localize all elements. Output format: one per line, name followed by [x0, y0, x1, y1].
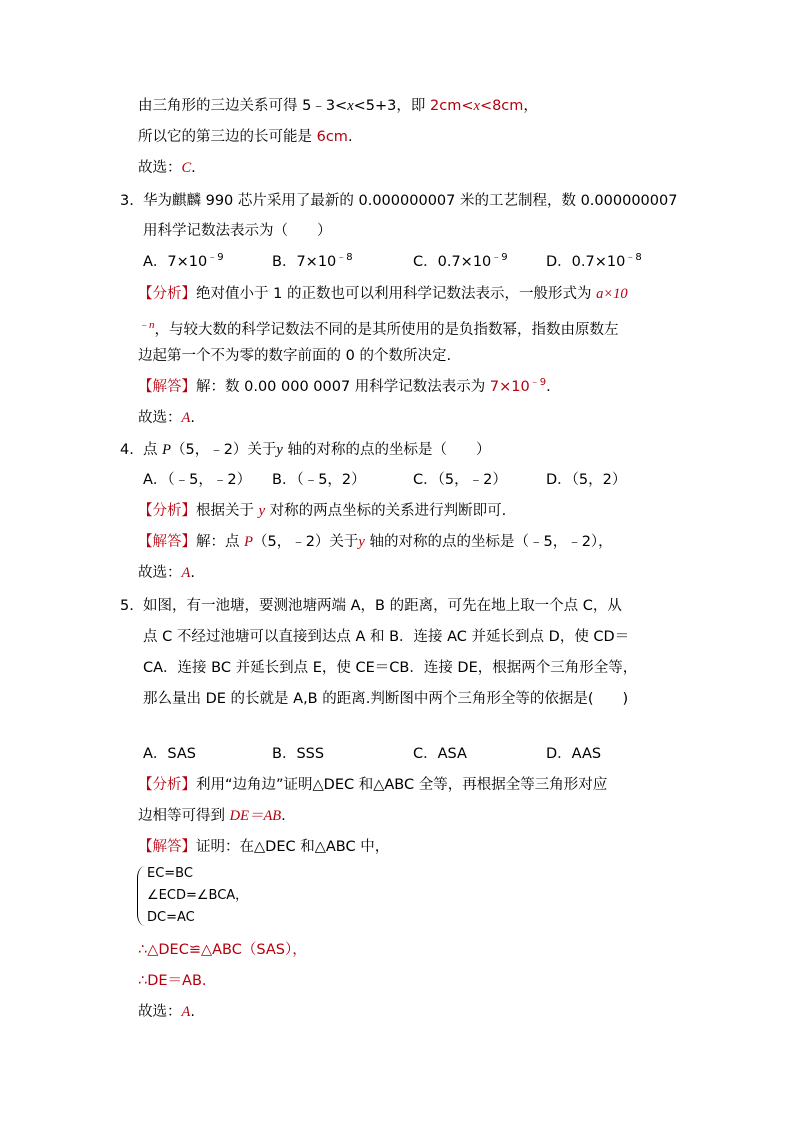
text: ，与较大数的科学记数法不同的是其所使用的是负指数幂，指数由原数左 [154, 321, 619, 338]
system-brace [137, 866, 146, 926]
text: 绝对值小于 1 的正数也可以利用科学记数法表示，一般形式为 [196, 286, 592, 302]
text: 轴的对称的点的坐标是（ ） [287, 442, 491, 458]
red-text: DE＝AB [229, 808, 282, 824]
q5-analysis-2 [138, 806, 286, 826]
q4-choose [138, 563, 195, 583]
red-text: 2cm< [430, 98, 474, 114]
text: （5，﹣2）关于 [170, 442, 277, 458]
text: . [190, 565, 195, 581]
text: 点 [143, 442, 158, 458]
text: 解：数 0.00 000 0007 用科学记数法表示为 [196, 379, 486, 395]
choose-label: 故选： [138, 565, 182, 581]
red-exp: ﹣9 [529, 377, 547, 389]
q5-stem-4: 那么量出 DE 的长就是 A,B 的距离.判断图中两个三角形全等的依据是( ) [143, 691, 629, 707]
text: 由三角形的三边关系可得 5﹣3< [138, 98, 348, 114]
option-label: B．7×10 [272, 254, 337, 270]
choose-value: A [181, 410, 191, 426]
var-y: y [358, 534, 365, 550]
q3-choose [138, 408, 195, 428]
q4-option-b: B．（﹣5，2） [272, 472, 366, 488]
text: . [190, 1004, 195, 1020]
option-exp: ﹣9 [491, 252, 508, 264]
text: . [281, 808, 286, 824]
q4-analysis [138, 501, 506, 521]
text: 所以它的第三边的长可能是 [138, 129, 312, 145]
q3-stem-2: 用科学记数法表示为（ ） [143, 223, 332, 239]
text: . [191, 160, 196, 176]
var-p: P [244, 534, 253, 550]
choose-label: 故选： [138, 1004, 182, 1020]
q3-analysis-1 [138, 284, 628, 304]
option-exp: ﹣8 [336, 252, 353, 264]
red-text: <8cm [479, 98, 524, 114]
q5-answer [138, 837, 389, 857]
text: 轴的对称的点的坐标是（﹣5，﹣2）， [369, 534, 613, 550]
var-x: x [473, 98, 480, 114]
analysis-tag: 【分析】 [138, 286, 196, 302]
q3-option-a [143, 252, 224, 272]
answer-tag: 【解答】 [138, 839, 196, 855]
choose-value: A [181, 565, 191, 581]
var-x: x [347, 98, 354, 114]
q5-conclusion-2: ∴DE＝AB. [138, 973, 207, 989]
text: 解：点 [196, 534, 240, 550]
text: 证明：在△DEC 和△ABC 中， [196, 839, 390, 855]
system-line-3: DC=AC [147, 910, 195, 925]
text: . [347, 129, 353, 145]
q5-stem-1: 如图，有一池塘，要测池塘两端 A，B 的距离，可先在地上取一个点 C，从 [143, 598, 622, 614]
option-exp: ﹣8 [625, 252, 642, 264]
analysis-tag: 【分析】 [138, 777, 196, 793]
q5-conclusion-1: ∴△DEC≌△ABC（SAS）， [138, 942, 307, 958]
choose-value: C [181, 160, 192, 176]
var-y: y [258, 503, 266, 519]
prev-choose [138, 158, 196, 178]
red-exp: ﹣n [138, 319, 155, 331]
prev-line-2 [138, 127, 353, 147]
text: 利用“边角边”证明△DEC 和△ABC 全等，再根据全等三角形对应 [196, 777, 608, 793]
q4-option-d: D．（5，2） [546, 472, 627, 488]
text: 对称的两点坐标的关系进行判断即可. [269, 503, 507, 519]
prev-line-1 [138, 96, 538, 116]
option-exp: ﹣9 [207, 252, 224, 264]
red-text: a×10 [596, 286, 628, 302]
system-line-2: ∠ECD=∠BCA， [147, 888, 249, 903]
var-y: y [276, 442, 283, 458]
q5-option-d: D．AAS [546, 746, 602, 762]
option-label: A．7×10 [143, 254, 208, 270]
text: . [546, 379, 551, 395]
q3-option-c [413, 252, 508, 272]
q5-number: 5. [120, 598, 134, 614]
text: <5+3，即 [353, 98, 426, 114]
text: 根据关于 [196, 503, 254, 519]
answer-tag: 【解答】 [138, 379, 196, 395]
q4-option-a: A．（﹣5，﹣2） [143, 472, 252, 488]
text: . [190, 410, 195, 426]
red-text: 6cm [316, 129, 348, 145]
system-line-1: EC=BC [147, 866, 193, 881]
q3-number: 3. [120, 193, 134, 209]
text: 边相等可得到 [138, 808, 225, 824]
q3-answer [138, 377, 551, 397]
q5-option-a: A．SAS [143, 746, 197, 762]
q4-number: 4. [120, 442, 134, 458]
choose-label: 故选： [138, 410, 182, 426]
q5-option-b: B．SSS [272, 746, 325, 762]
q4-option-c: C．（5，﹣2） [413, 472, 507, 488]
q5-analysis-1 [138, 775, 607, 795]
choose-value: A [181, 1004, 191, 1020]
q5-choose [138, 1002, 195, 1022]
analysis-tag: 【分析】 [138, 503, 196, 519]
text: ， [523, 98, 538, 114]
red-text: 7×10 [489, 379, 530, 395]
q5-stem-3: CA．连接 BC 并延长到点 E，使 CE＝CB．连接 DE，根据两个三角形全等， [143, 660, 638, 676]
q4-answer [138, 532, 613, 552]
option-label: D．0.7×10 [546, 254, 626, 270]
q5-stem-2: 点 C 不经过池塘可以直接到达点 A 和 B．连接 AC 并延长到点 D，使 CD＝ [143, 629, 630, 645]
q3-analysis-3: 边起第一个不为零的数字前面的 0 的个数所决定. [138, 348, 452, 364]
q3-option-b [272, 252, 353, 272]
option-label: C．0.7×10 [413, 254, 492, 270]
answer-tag: 【解答】 [138, 534, 196, 550]
text: （5，﹣2）关于 [252, 534, 359, 550]
q3-option-d [546, 252, 642, 272]
var-p: P [162, 442, 171, 458]
choose-label: 故选： [138, 160, 182, 176]
q3-stem-1: 华为麒麟 990 芯片采用了最新的 0.000000007 米的工艺制程，数 0.000000007 [143, 193, 678, 209]
q5-option-c: C．ASA [413, 746, 467, 762]
q4-stem [143, 440, 490, 460]
q3-analysis-2 [138, 315, 619, 340]
